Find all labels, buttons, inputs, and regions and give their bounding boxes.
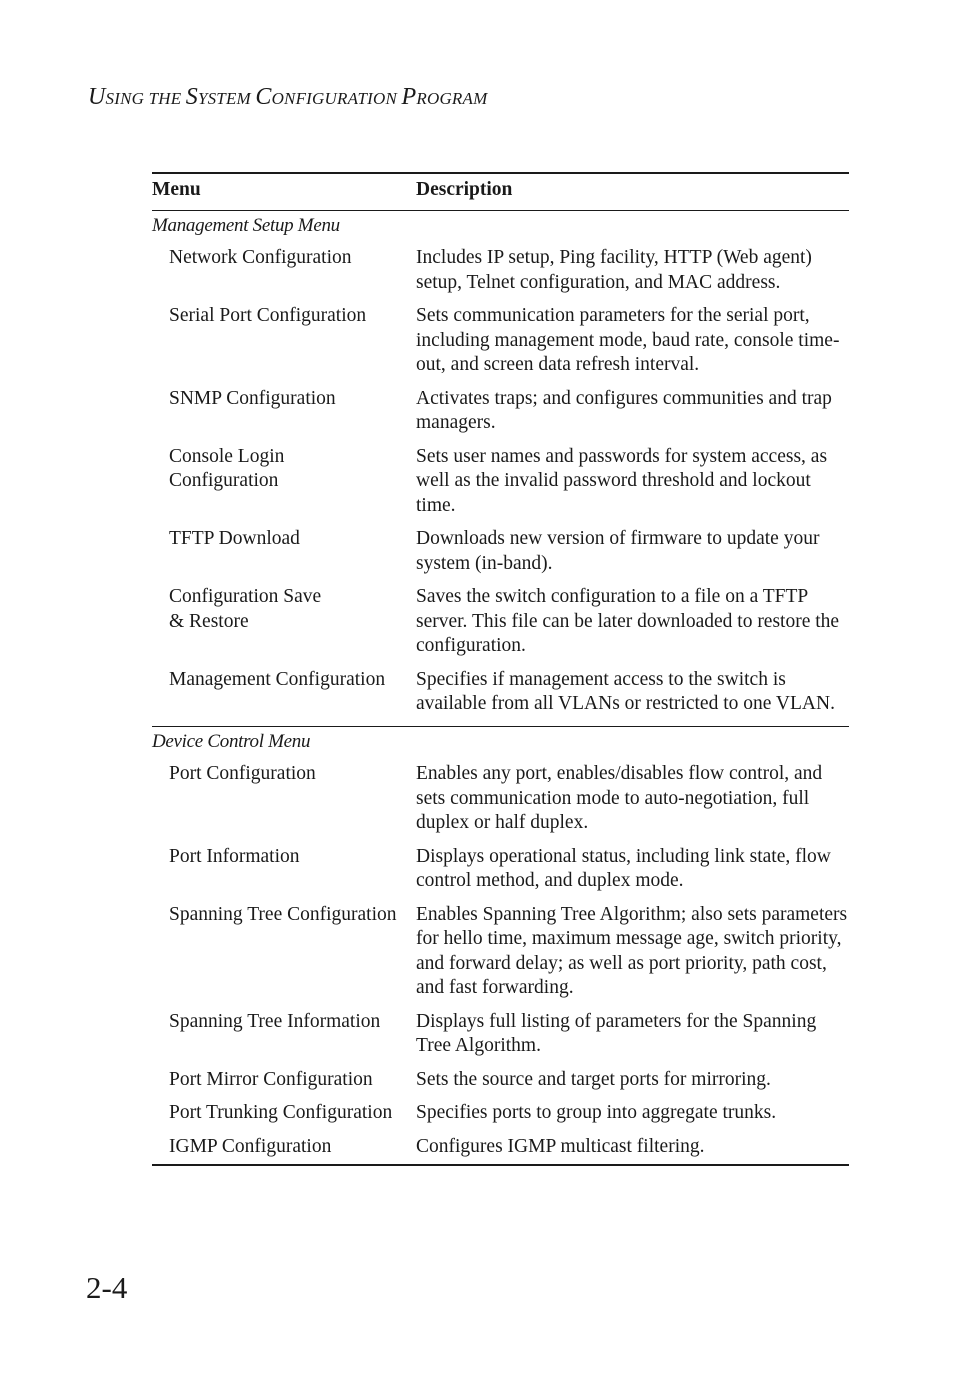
section-row <box>152 726 849 762</box>
menu-cell: Port Information <box>169 845 300 867</box>
table-row <box>152 668 849 727</box>
menu-cell: Serial Port Configuration <box>169 305 367 326</box>
description-cell: Configures IGMP multicast filtering. <box>416 1135 849 1166</box>
description-cell: Activates traps; and configures communities and trap managers. <box>416 387 832 433</box>
menu-cell: TFTP Download <box>169 528 300 549</box>
running-head <box>88 84 487 111</box>
section-row <box>152 210 849 246</box>
table-body <box>152 210 849 1165</box>
description-cell: Sets communication parameters for the serial port, including management mode, baud rate, console time-out, and screen data refresh interval. <box>416 305 840 375</box>
table-row <box>152 762 849 845</box>
table-row <box>152 445 849 528</box>
description-cell: Saves the switch configuration to a file on a TFTP server. This file can be later downloaded to restore the configuration. <box>416 586 840 656</box>
table-row <box>152 585 849 668</box>
header-description: Description <box>416 173 849 210</box>
table-row <box>152 1010 849 1068</box>
table-row <box>152 1101 849 1135</box>
table-row <box>152 527 849 585</box>
section-title: Device Control Menu <box>152 730 311 752</box>
description-cell: Specifies if management access to the switch is available from all VLANs or restricted to one VLAN. <box>416 668 849 727</box>
menu-cell: Network Configuration <box>169 247 352 268</box>
menu-table-container <box>152 172 849 1166</box>
running-head-initial-2: S <box>185 84 198 110</box>
description-cell: Enables Spanning Tree Algorithm; also sets parameters for hello time, maximum message age, switch priority, and forward delay; as well as port priority, path cost, and fast forwarding. <box>416 903 848 998</box>
page-number: 2-4 <box>86 1270 128 1305</box>
running-head-rest-4: ROGRAM <box>416 89 488 108</box>
menu-description-table <box>152 172 849 1166</box>
section-title: Management Setup Menu <box>152 214 340 236</box>
table-row <box>152 903 849 1010</box>
menu-cell: Management Configuration <box>152 668 416 727</box>
description-cell: Sets user names and passwords for system access, as well as the invalid password threshold and lockout time. <box>416 445 828 516</box>
running-head-rest-2: YSTEM <box>197 89 256 108</box>
menu-cell: IGMP Configuration <box>152 1135 416 1166</box>
header-menu: Menu <box>152 173 416 210</box>
menu-cell: Console Login Configuration <box>169 445 285 491</box>
running-head-rest-1: SING THE <box>105 89 186 108</box>
description-cell: Includes IP setup, Ping facility, HTTP (Web agent) setup, Telnet configuration, and MAC address. <box>416 247 812 293</box>
menu-cell: Port Configuration <box>169 763 316 784</box>
table-row <box>152 304 849 387</box>
menu-cell: SNMP Configuration <box>169 387 336 409</box>
table-row <box>152 246 849 304</box>
description-cell: Enables any port, enables/disables flow control, and sets communication mode to auto-negotiation, full duplex or half duplex. <box>416 763 823 833</box>
menu-cell: Port Mirror Configuration <box>169 1068 373 1090</box>
running-head-initial-4: P <box>401 84 417 110</box>
menu-cell: Spanning Tree Configuration <box>169 903 397 925</box>
table-row <box>152 1135 849 1166</box>
description-cell: Displays operational status, including link state, flow control method, and duplex mode. <box>416 845 831 891</box>
running-head-rest-3: ONFIGURATION <box>271 89 402 108</box>
description-cell: Specifies ports to group into aggregate trunks. <box>416 1102 777 1123</box>
description-cell: Sets the source and target ports for mirroring. <box>416 1068 771 1090</box>
table-row <box>152 1068 849 1102</box>
table-row <box>152 387 849 445</box>
menu-cell: Spanning Tree Information <box>169 1010 381 1032</box>
running-head-initial-1: U <box>88 84 106 110</box>
description-cell: Displays full listing of parameters for the Spanning Tree Algorithm. <box>416 1010 817 1056</box>
description-cell: Downloads new version of firmware to update your system (in-band). <box>416 528 820 574</box>
running-head-initial-3: C <box>255 84 272 110</box>
table-header-row <box>152 173 849 210</box>
table-row <box>152 845 849 903</box>
menu-cell: Configuration Save & Restore <box>169 586 322 632</box>
menu-cell: Port Trunking Configuration <box>169 1102 393 1123</box>
